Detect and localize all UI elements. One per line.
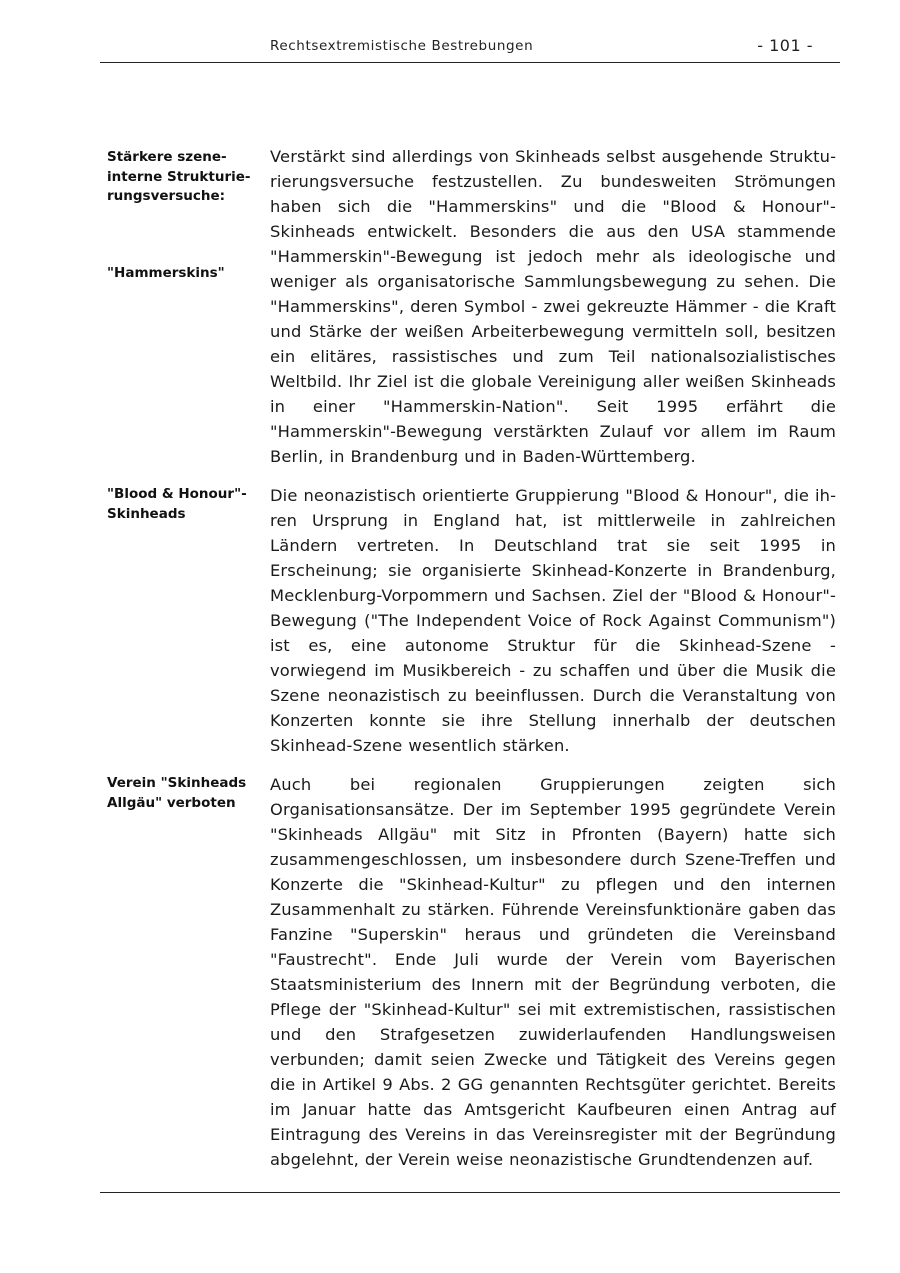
margin-label-structuring: Stärkere szeneinterne Strukturierungsversuche: <box>107 149 251 204</box>
paragraph-blood-honour: Die neonazistisch orientierte Gruppierung "Blood & Honour", die ihren Ursprung in England hat, ist mittlerweile in zahlreichen Ländern vertreten. In Deutschland trat sie seit 1995 in Erscheinung; sie organisierte Skinhead-Konzerte in Brandenburg, Mecklenburg-Vorpommern und Sachsen. Ziel der "Blood & Honour"-Bewegung ("The Independent Voice of Rock Against Communism") ist es, eine autonome Struktur für die Skinhead-Szene - vorwiegend im Musikbereich - zu schaffen und über die Musik die Szene neonazistisch zu beeinflussen. Durch die Veranstaltung von Konzerten konnte sie ihre Stellung innerhalb der deutschen Skinhead-Szene wesentlich stärken. <box>270 486 836 755</box>
paragraph-hammerskins: Verstärkt sind allerdings von Skinheads selbst ausgehende Strukturierungsversuche festzustellen. Zu bundesweiten Strömungen haben sich die "Hammerskins" und die "Blood & Honour"-Skinheads entwickelt. Besonders die aus den USA stammende "Hammerskin"-Bewegung ist jedoch mehr als ideologische und weniger als organisatorische Sammlungsbewegung zu sehen. Die "Hammerskins", deren Symbol - zwei gekreuzte Hämmer - die Kraft und Stärke der weißen Arbeiterbewegung vermitteln soll, besitzen ein elitäres, rassistisches und zum Teil nationalsozialistisches Weltbild. Ihr Ziel ist die globale Vereinigung aller weißen Skinheads in einer "Hammerskin-Nation". Seit 1995 erfährt die "Hammerskin"-Bewegung verstärkten Zulauf vor allem im Raum Berlin, in Brandenburg und in Baden-Württemberg. <box>270 147 836 466</box>
footer-rule <box>100 1192 840 1193</box>
paragraph-skinheads-allgaeu: Auch bei regionalen Gruppierungen zeigten sich Organisationsansätze. Der im September 1995 gegründete Verein "Skinheads Allgäu" mit Sitz in Pfronten (Bayern) hatte sich zusammengeschlossen, um insbesondere durch Szene-Treffen und Konzerte die "Skinhead-Kultur" zu pflegen und den internen Zusammenhalt zu stärken. Führende Vereinsfunktionäre gaben das Fanzine "Superskin" heraus und gründeten die Vereinsband "Faustrecht". Ende Juli wurde der Verein vom Bayerischen Staatsministerium des Innern mit der Begründung verboten, die Pflege der "Skinhead-Kultur" sei mit extremistischen, rassistischen und den Strafgesetzen zuwiderlaufenden Handlungsweisen verbunden; damit seien Zwecke und Tätigkeit des Vereins gegen die in Artikel 9 Abs. 2 GG genannten Rechtsgüter gerichtet. Bereits im Januar hatte das Amtsgericht Kaufbeuren einen Antrag auf Eintragung des Vereins in das Vereinsregister mit der Begründung abgelehnt, der Verein weise neonazistische Grundtendenzen auf. <box>270 775 836 1169</box>
margin-label-hammerskins: "Hammerskins" <box>107 265 225 281</box>
margin-label-blood-honour: "Blood & Honour"-Skinheads <box>107 486 247 522</box>
page-header <box>100 36 840 63</box>
page-number: - 101 - <box>757 36 813 55</box>
margin-label-verein-verboten: Verein "Skinheads Allgäu" verboten <box>107 775 247 811</box>
running-header-title: Rechtsextremistische Bestrebungen <box>270 38 534 54</box>
